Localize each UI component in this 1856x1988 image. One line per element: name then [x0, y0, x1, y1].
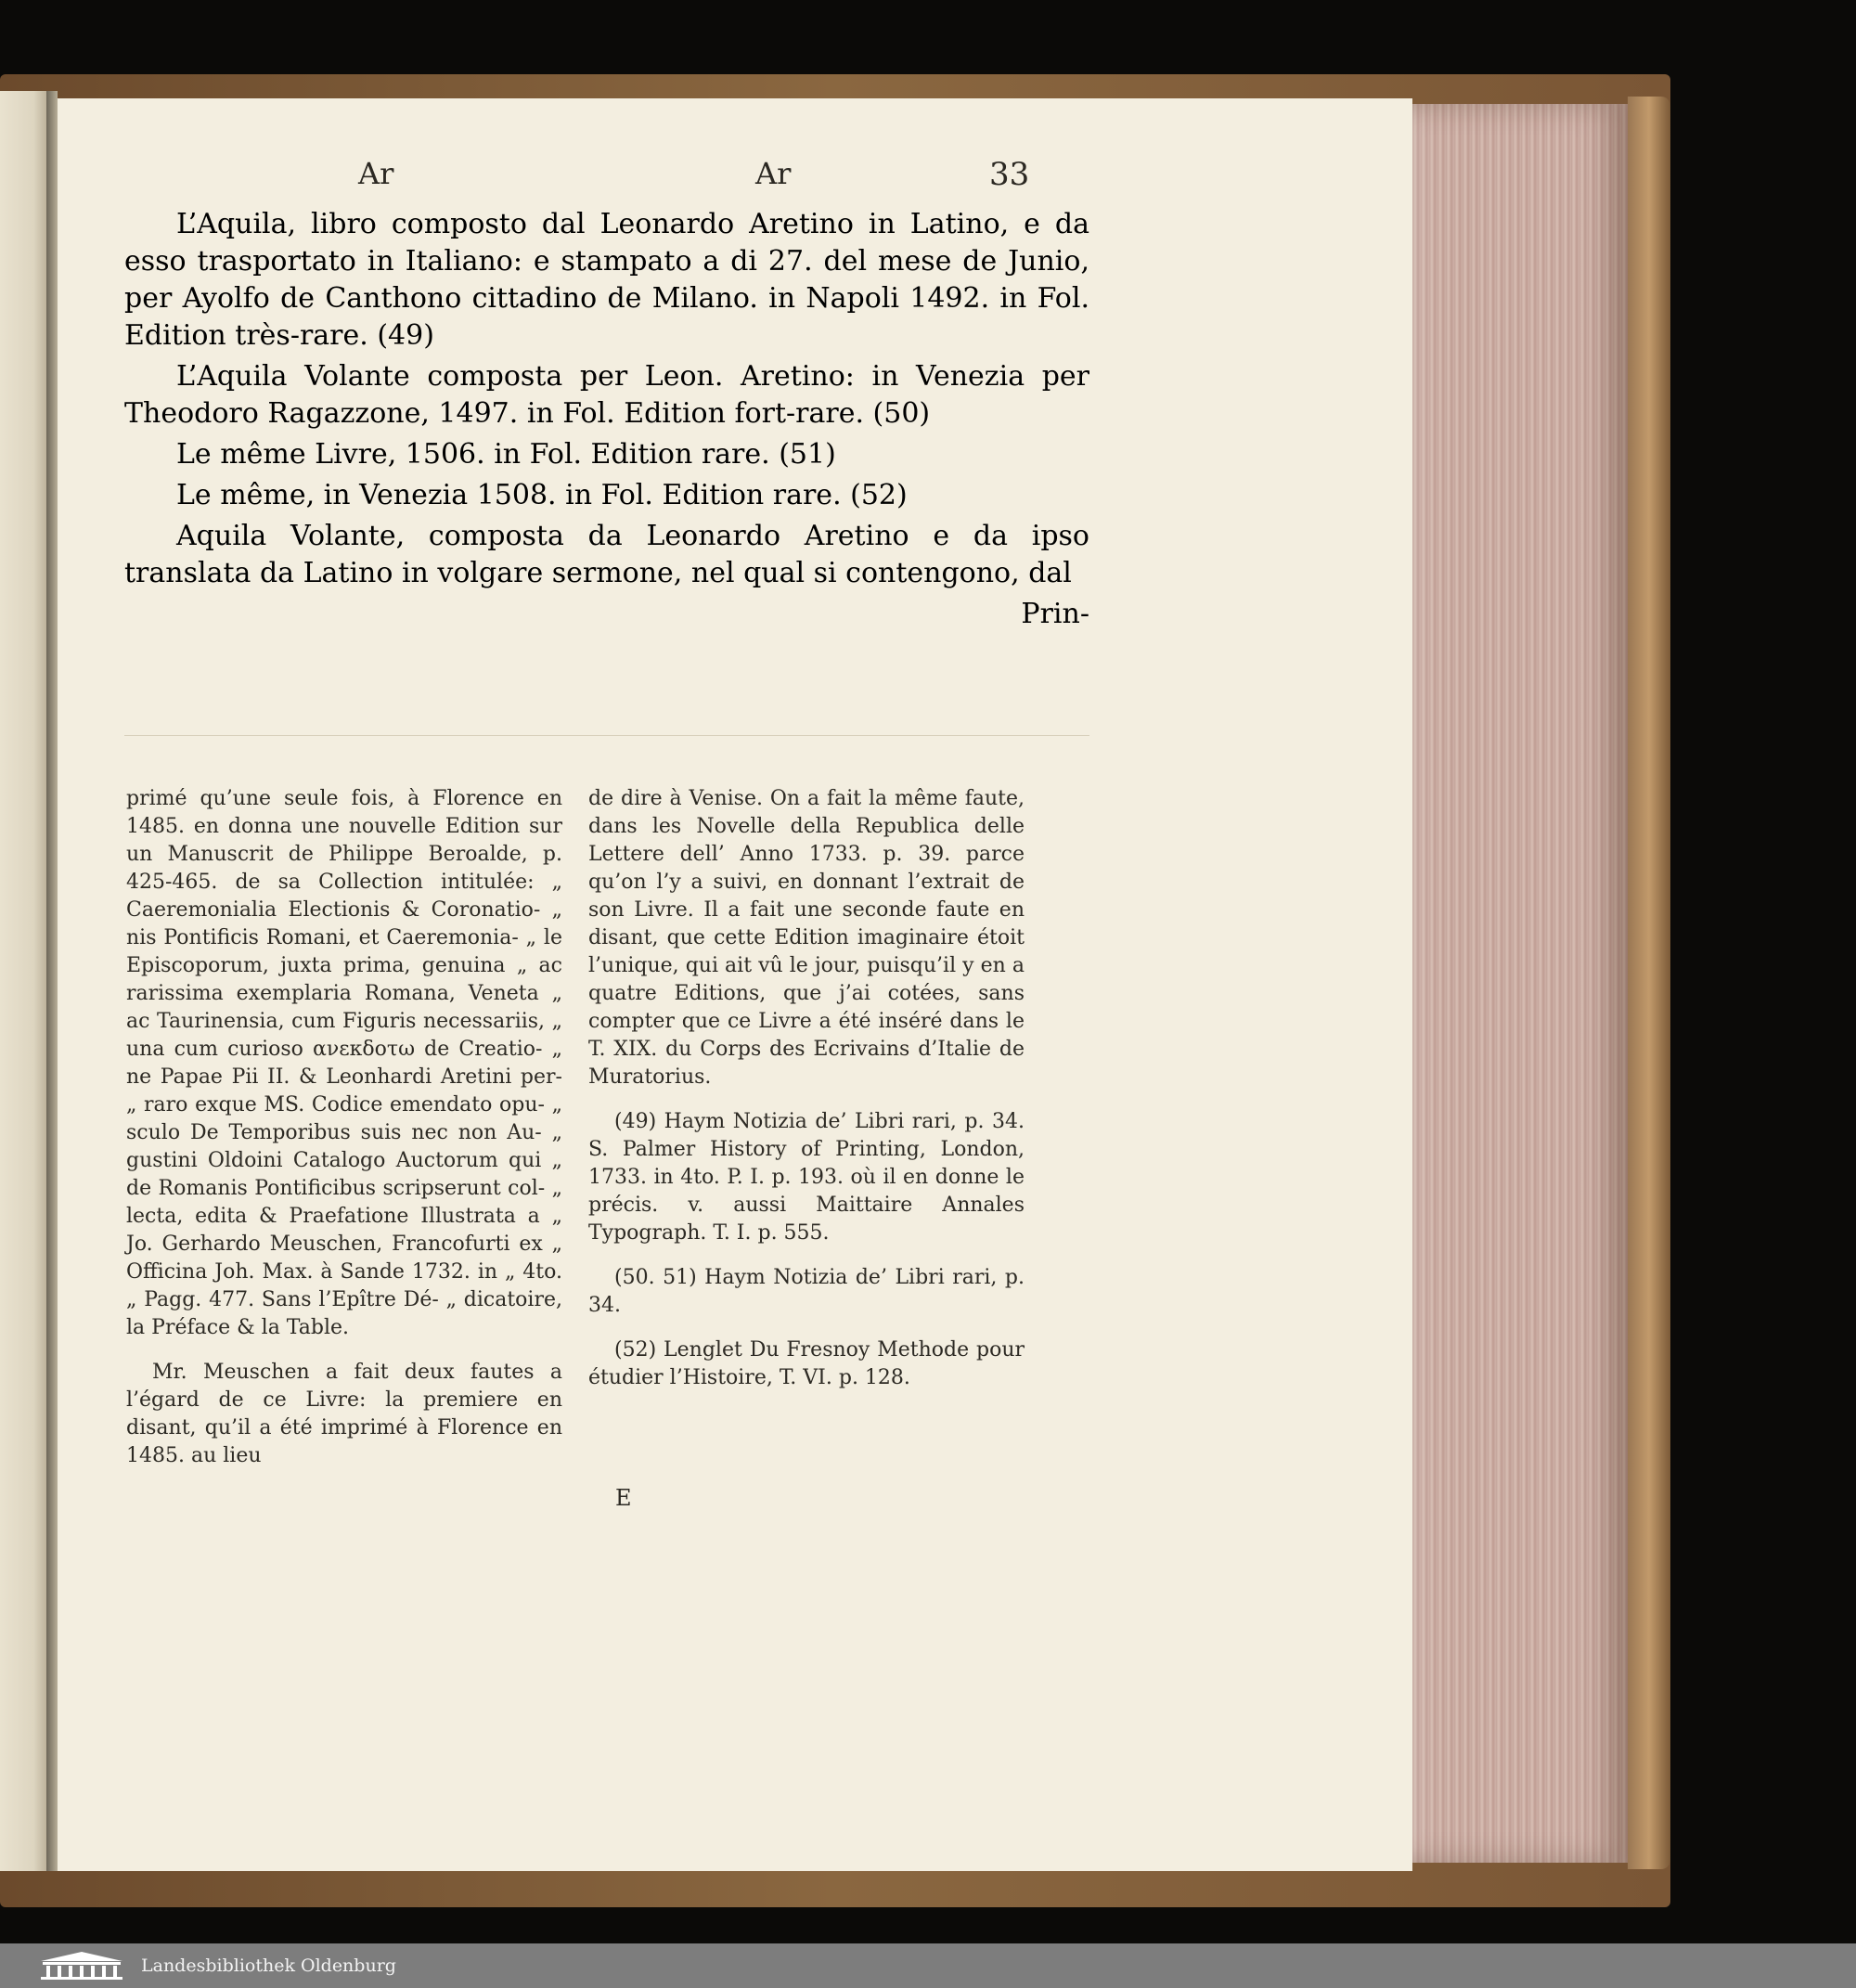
running-head-center: Ar	[755, 156, 792, 191]
main-text-block	[124, 206, 1089, 633]
text-divider	[124, 735, 1089, 736]
note-left-meuschen: Mr. Meuschen a fait deux fautes a l’égard de ce Livre: la premiere en disant, qu’il a été imprimé à Florence en 1485. au lieu	[126, 1361, 562, 1467]
signature-mark: E	[615, 1485, 632, 1511]
left-page-edge	[0, 91, 48, 1871]
entry-paragraph-aquila-volante: Aquila Volante, composta da Leonardo Aretino e da ipso translata da Latino in volgare sermone, nel qual si contengono, dal	[124, 520, 1089, 589]
entry-paragraph-51: Le même Livre, 1506. in Fol. Edition rare. (51)	[176, 438, 836, 471]
footnote-column-right	[588, 785, 1025, 1409]
footnote-49: (49) Haym Notizia de’ Libri rari, p. 34. S. Palmer History of Printing, London, 1733. in 4to. P. I. p. 193. où il en donne le précis. v. aussi Maittaire Annales Typograph. T. I. p. 555.	[588, 1110, 1025, 1245]
footer-bar	[0, 1943, 1856, 1988]
footnote-column-left	[126, 785, 562, 1487]
library-building-icon	[37, 1950, 126, 1982]
footnote-50-51: (50. 51) Haym Notizia de’ Libri rari, p. 34.	[588, 1266, 1025, 1317]
entry-paragraph-52: Le même, in Venezia 1508. in Fol. Edition rare. (52)	[176, 479, 908, 511]
entry-paragraph-50: L’Aquila Volante composta per Leon. Aretino: in Venezia per Theodoro Ragazzone, 1497. in Fol. Edition fort-rare. (50)	[124, 360, 1089, 430]
book-board-edge	[1628, 97, 1670, 1869]
library-name: Landesbibliothek Oldenburg	[141, 1956, 396, 1976]
running-head-left: Ar	[358, 156, 394, 191]
catchword: Prin-	[1021, 598, 1089, 630]
page-number: 33	[989, 156, 1030, 193]
note-right-continuation: de dire à Venise. On a fait la même faute, dans les Novelle della Republica delle Lettere dell’ Anno 1733. p. 39. parce qu’on l’y a suivi, en donnant l’extrait de son Livre. Il a fait une seconde faute en disant, que cette Edition imaginaire étoit l’unique, qui ait vû le jour, puisqu’il y en a quatre Editions, que j’ai cotées, sans compter que ce Livre a été inséré dans le T. XIX. du Corps des Ecrivains d’Italie de Muratorius.	[588, 787, 1025, 1089]
book-gutter	[46, 91, 58, 1871]
footnote-52: (52) Lenglet Du Fresnoy Methode pour étudier l’Histoire, T. VI. p. 128.	[588, 1338, 1025, 1389]
page-block-edges	[1412, 104, 1628, 1863]
entry-paragraph-49: L’Aquila, libro composto dal Leonardo Aretino in Latino, e da esso trasportato in Italiano: e stampato a di 27. del mese de Junio, per Ayolfo de Canthono cittadino de Milano. in Napoli 1492. in Fol. Edition très-rare. (49)	[124, 208, 1089, 352]
note-left-continuation: primé qu’une seule fois, à Florence en 1485. en donna une nouvelle Edition sur un Manuscrit de Philippe Beroalde, p. 425-465. de sa Collection intitulée: „ Caeremonialia Electionis & Coronatio- „ nis Pontificis Romani, et Caeremonia- „ le Episcoporum, juxta prima, genuina „ ac rarissima exemplaria Romana, Veneta „ ac Taurinensia, cum Figuris necessariis, „ una cum curioso ανεκδοτω de Creatio- „ ne Papae Pii II. & Leonhardi Aretini per- „ raro exque MS. Codice emendato opu- „ sculo De Temporibus suis nec non Au- „ gustini Oldoini Catalogo Auctorum qui „ de Romanis Pontificibus scripserunt col- „ lecta, edita & Praefatione Illustrata a „ Jo. Gerhardo Meuschen, Francofurti ex „ Officina Joh. Max. à Sande 1732. in „ 4to. „ Pagg. 477. Sans l’Epître Dé- „ dicatoire, la Préface & la Table.	[126, 787, 562, 1339]
